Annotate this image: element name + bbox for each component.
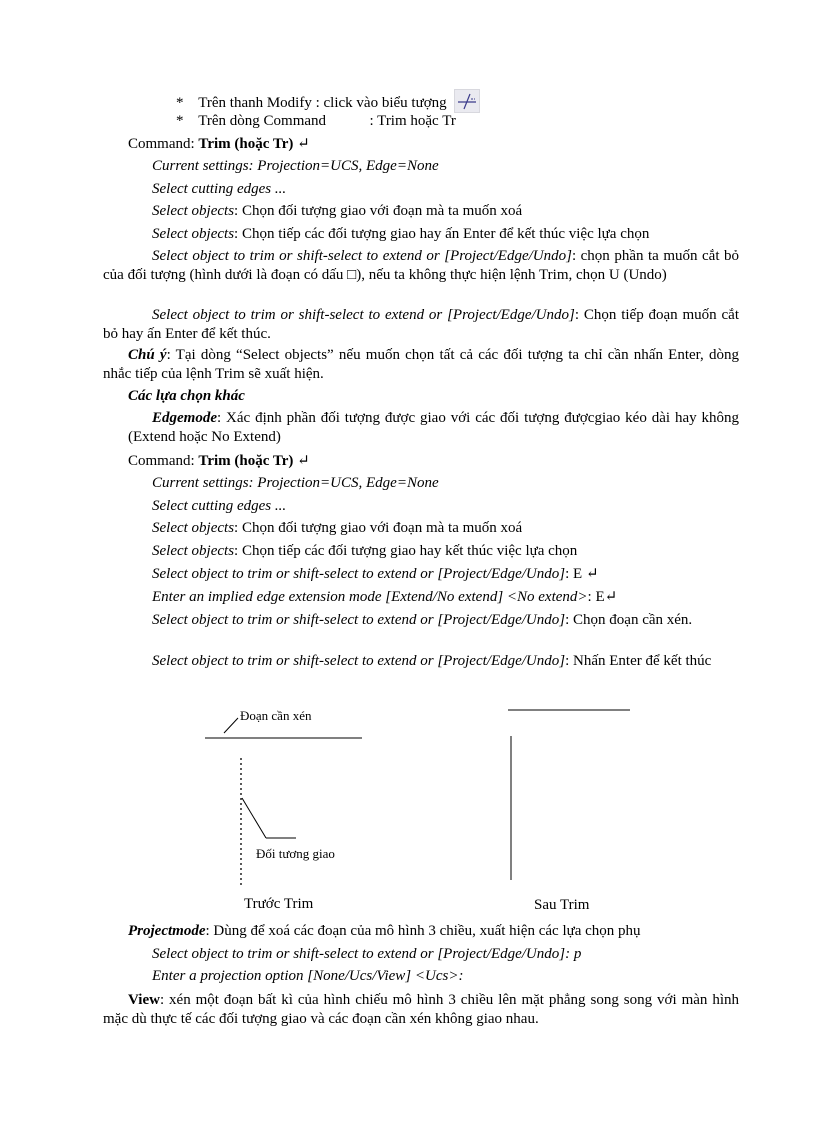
bullet-text: Trên dòng Command (198, 113, 327, 129)
projectmode-prompt-2: Enter a projection option [None/Ucs/View] <Ucs>: (152, 968, 464, 984)
projectmode-prompt-1: Select object to trim or shift-select to extend or [Project/Edge/Undo]: p (152, 946, 582, 962)
bullet-text: Trên thanh Modify : click vào biểu tượng (198, 95, 447, 111)
label-cut-segment: Đoạn cần xén (240, 708, 312, 723)
trim-prompt-choose: Select object to trim or shift-select to extend or [Project/Edge/Undo]: Chọn đoạn cần xén. (152, 612, 693, 628)
note-paragraph: Chú ý: Tại dòng “Select objects” nếu muốn chọn tất cả các đối tượng ta chỉ cần nhấn Enter, dòng nhắc tiếp của lệnh Trim sẽ xuất hiện. (103, 347, 739, 382)
select-objects-1a: Select objects: Chọn đối tượng giao với đoạn mà ta muốn xoá (152, 203, 523, 219)
edge-mode-prompt: Enter an implied edge extension mode [Extend/No extend] <No extend>: E↵ (152, 589, 618, 605)
caption-after-trim: Sau Trim (534, 897, 590, 913)
options-heading: Các lựa chọn khác (128, 388, 245, 404)
edgemode-paragraph: Edgemode: Xác định phần đối tượng được giao với các đối tượng đượcgiao kéo dài hay không (Extend hoặc No Extend) (128, 410, 739, 445)
caption-before-trim: Trước Trim (244, 896, 314, 912)
bullet-star: * (176, 113, 184, 129)
leader-cut (224, 718, 238, 733)
cutting-line-1: Select cutting edges ... (152, 181, 287, 197)
bullet-star: * (176, 95, 184, 111)
trim-icon (454, 89, 480, 113)
view-paragraph: View: xén một đoạn bất kì của hình chiếu mô hình 3 chiều lên mặt phẳng song song với màn hình mặc dù thực tế các đối tượng giao và các đoạn cần xén không giao nhau. (103, 992, 739, 1027)
command-line-2: Command: Trim (hoặc Tr) ↵ (128, 453, 310, 469)
trim-prompt-e: Select object to trim or shift-select to extend or [Project/Edge/Undo]: E ↵ (152, 566, 599, 582)
trim-prompt-finish: Select object to trim or shift-select to extend or [Project/Edge/Undo]: Nhấn Enter để kết thúc (152, 653, 712, 669)
cutting-line-2: Select cutting edges ... (152, 498, 287, 514)
figure-before-trim (200, 700, 375, 890)
label-intersect-object: Đối tương giao (256, 846, 335, 861)
figure-after-trim (498, 700, 638, 890)
bullet-modify (176, 89, 480, 113)
bullet-tail: : Trim hoặc Tr (369, 113, 456, 129)
trim-prompt-para-1: Select object to trim or shift-select to extend or [Project/Edge/Undo]: chọn phần ta muốn cắt bỏ của đối tượng (hình dưới là đoạn có dấu □), nếu ta không thực hiện lệnh Trim, chọn U (Undo) (103, 248, 739, 283)
bullet-command (176, 112, 456, 131)
trim-prompt-para-2: Select object to trim or shift-select to extend or [Project/Edge/Undo]: Chọn tiếp đoạn muốn cắt bỏ hay ấn Enter để kết thúc. (103, 307, 739, 342)
leader-intersect (242, 798, 266, 838)
select-objects-2a: Select objects: Chọn đối tượng giao với đoạn mà ta muốn xoá (152, 520, 523, 536)
command-line-1: Command: Trim (hoặc Tr) ↵ (128, 136, 310, 152)
select-objects-1b: Select objects: Chọn tiếp các đối tượng giao hay ấn Enter để kết thúc việc lựa chọn (152, 226, 650, 242)
settings-line-1: Current settings: Projection=UCS, Edge=None (152, 158, 439, 174)
settings-line-2: Current settings: Projection=UCS, Edge=None (152, 475, 439, 491)
select-objects-2b: Select objects: Chọn tiếp các đối tượng giao hay kết thúc việc lựa chọn (152, 543, 578, 559)
projectmode-line: Projectmode: Dùng để xoá các đoạn của mô hình 3 chiều, xuất hiện các lựa chọn phụ (128, 923, 641, 939)
